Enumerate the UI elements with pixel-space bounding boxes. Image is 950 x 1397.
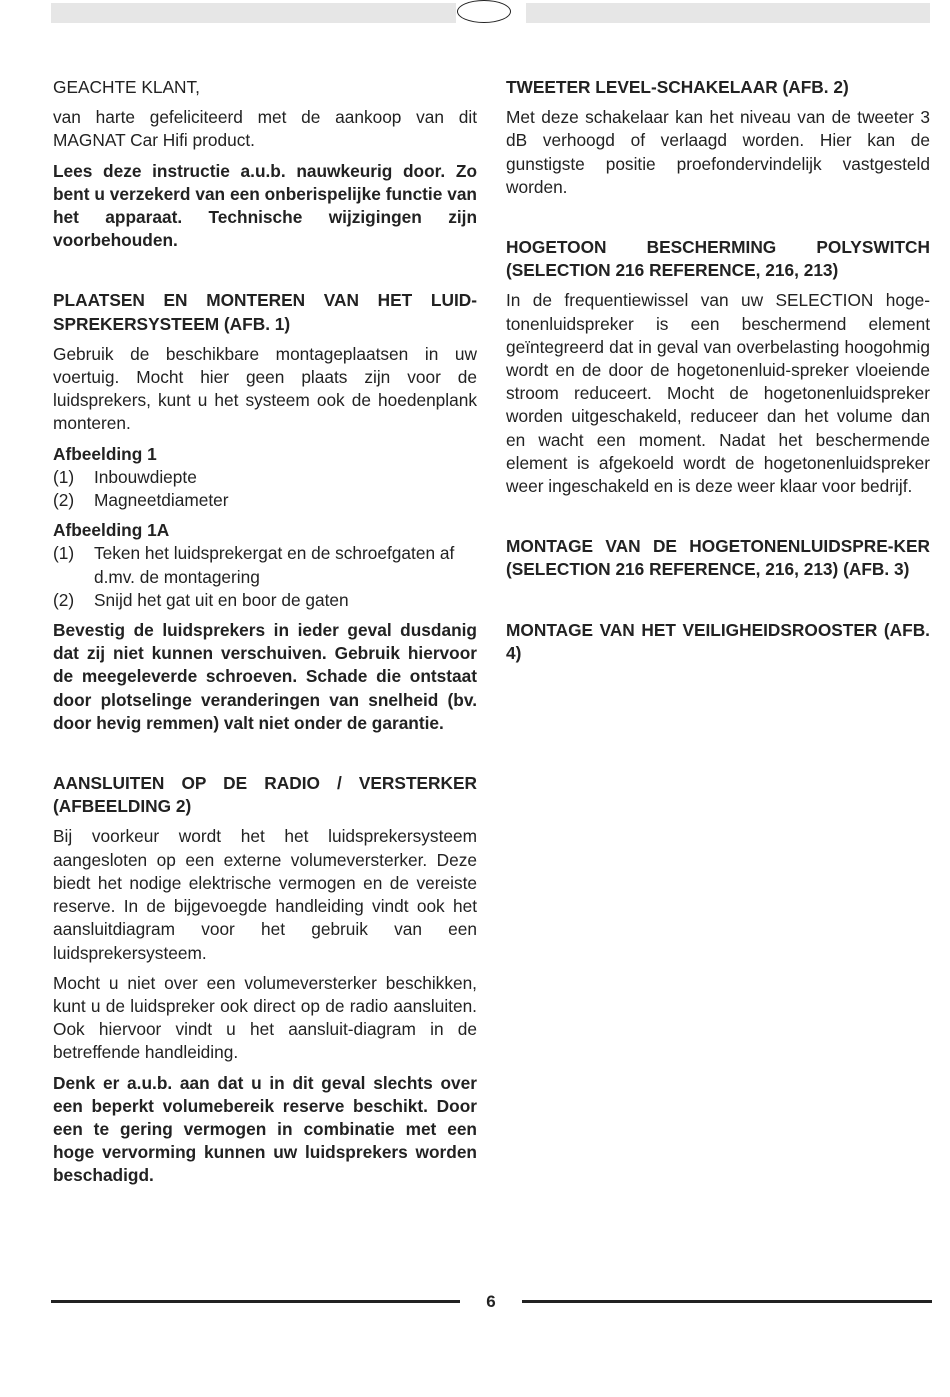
- section-title-connecting: AANSLUITEN OP DE RADIO / VERSTERKER (AFBEELDING 2): [53, 773, 477, 817]
- figure-1a-title: Afbeelding 1A: [53, 520, 170, 541]
- page-number: 6: [486, 1292, 496, 1311]
- figure-1a-list: [53, 542, 477, 612]
- intro-notice: Lees deze instructie a.u.b. nauwkeurig door. Zo bent u verzekerd van een onberispelijke functie van het apparaat. Technische wijzigingen zijn voorbehouden.: [53, 160, 477, 251]
- list-item: (1) Inbouwdiepte: [53, 466, 197, 487]
- right-column: [506, 76, 930, 672]
- left-column: [53, 76, 477, 1195]
- list-item: (2) Snijd het gat uit en boor de gaten: [53, 589, 349, 610]
- connecting-body-1: Bij voorkeur wordt het het luidsprekersysteem aangesloten op een externe volumeversterker. Deze biedt het nodige elektrische vermogen en de vereiste reserve. In de bijgevoegde handleiding vindt ook het aansluitdiagram voor het gebruik van een luidsprekersysteem.: [53, 826, 477, 963]
- section-title-tweeter-level: TWEETER LEVEL-SCHAKELAAR (AFB. 2): [506, 77, 849, 97]
- figure-1-list: [53, 466, 477, 512]
- section-title-tweeter-mounting: MONTAGE VAN DE HOGETONENLUIDSPRE-KER (SELECTION 216 REFERENCE, 216, 213) (AFB. 3): [506, 536, 930, 580]
- connecting-body-2: Mocht u niet over een volumeversterker beschikken, kunt u de luidspreker ook direct op de radio aansluiten. Ook hiervoor vindt u het aansluit-diagram in de betreffende handleiding.: [53, 972, 477, 1063]
- footer-rule-left: [51, 1300, 460, 1303]
- connecting-warning: Denk er a.u.b. aan dat u in dit geval slechts over een beperkt volumebereik reserve beschikt. Door een te gering vermogen in combinatie met een hoge vervorming kunnen uw luidsprekers worden beschadigd.: [53, 1072, 477, 1186]
- polyswitch-body: In de frequentiewissel van uw SELECTION hoge-tonenluidspreker is een beschermend element geïntegreerd dat in geval van overbelasting hoogohmig wordt en de door de hogetonenluid-spreker vloeiende stroom reduceert. Mocht de hogetonenluidspreker worden uitgeschakeld, reduceer dan het volume dan en wacht een moment. Nadat het beschermende element is afgekoeld wordt de hogetonenluidspreker weer ingeschakeld en is deze weer klaar voor bedrijf.: [506, 290, 930, 497]
- footer-rule-right: [522, 1300, 932, 1303]
- salutation: GEACHTE KLANT,: [53, 77, 200, 97]
- mounting-body: Gebruik de beschikbare montageplaatsen in uw voertuig. Mocht hier geen plaats zijn voor de luidsprekers, kunt u het systeem ook de hoedenplank monteren.: [53, 343, 477, 434]
- tweeter-level-body: Met deze schakelaar kan het niveau van de tweeter 3 dB verhoogd of verlaagd worden. Hier kan de gunstigste positie proefondervindelijk vastgesteld worden.: [506, 107, 930, 197]
- mounting-warning: Bevestig de luidsprekers in ieder geval dusdanig dat zij niet kunnen verschuiven. Gebruik hiervoor de meegeleverde schroeven. Schade die ontstaat door plotselinge veranderingen van snelheid (bv. door hevig remmen) valt niet onder de garantie.: [53, 620, 477, 733]
- section-title-mounting: PLAATSEN EN MONTEREN VAN HET LUID-SPREKERSYSTEEM (AFB. 1): [53, 290, 477, 334]
- section-title-polyswitch: HOGETOON BESCHERMING POLYSWITCH (SELECTION 216 REFERENCE, 216, 213): [506, 237, 930, 281]
- intro-paragraph: van harte gefeliciteerd met de aankoop van dit MAGNAT Car Hifi product.: [53, 107, 477, 151]
- list-item: (2) Magneetdiameter: [53, 490, 229, 511]
- header-bar-right: [526, 3, 930, 23]
- header-bar-left: [51, 3, 456, 23]
- header-oval-marker: [457, 0, 511, 23]
- figure-1-title: Afbeelding 1: [53, 443, 157, 464]
- list-item: (1) Teken het luidsprekergat en de schroefgaten af d.mv. de montagering: [53, 543, 455, 587]
- section-title-grille-mounting: MONTAGE VAN HET VEILIGHEIDSROOSTER (AFB. 4): [506, 619, 930, 663]
